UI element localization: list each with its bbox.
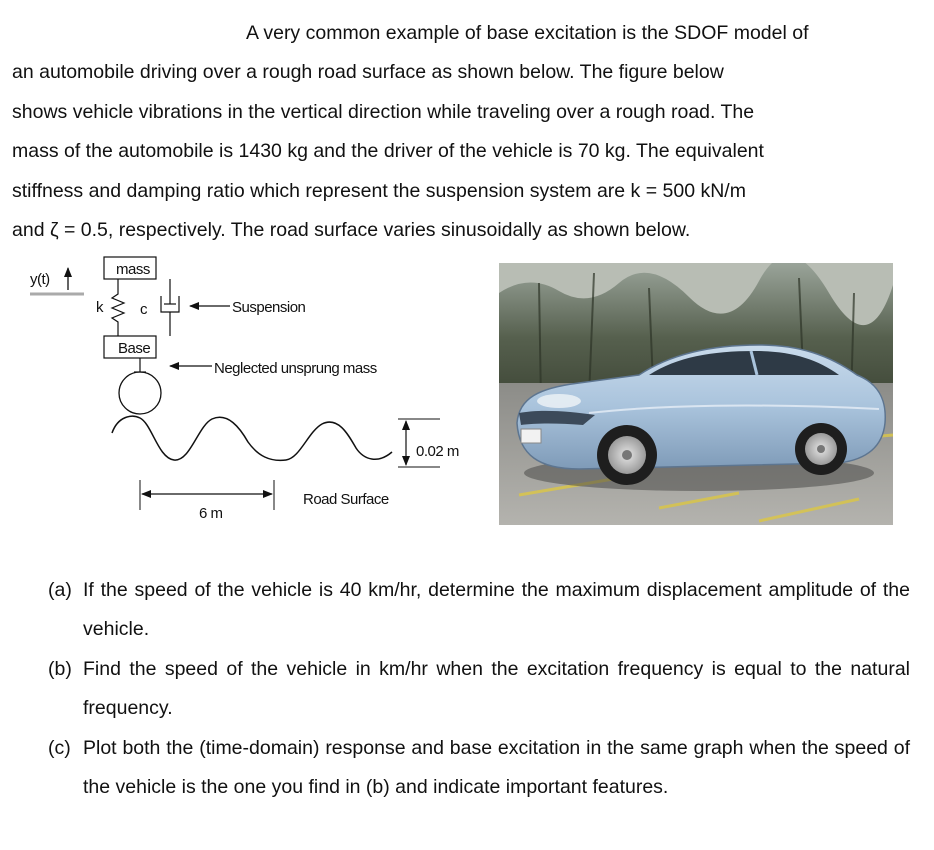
road-label: Road Surface: [303, 491, 389, 508]
intro-line: stiffness and damping ratio which represent the suspension system are k = 500 kN/m: [12, 179, 746, 202]
problem-statement: [12, 14, 910, 250]
wheel: [119, 372, 161, 414]
base-excitation-diagram: [0, 248, 490, 538]
intro-line: mass of the automobile is 1430 kg and the driver of the vehicle is 70 kg. The equivalent: [12, 140, 764, 163]
wavelength-label: 6 m: [199, 505, 223, 522]
suspension-label: Suspension: [232, 299, 306, 316]
intro-line: shows vehicle vibrations in the vertical direction while traveling over a rough road. The: [12, 100, 755, 123]
intro-line: an automobile driving over a rough road surface as shown below. The figure below: [12, 61, 724, 84]
question-label: (c): [48, 736, 71, 759]
question-text: Plot both the (time-domain) response and base excitation in the same graph when the speed of the vehicle is the one you find in (b) and indicate important features.: [83, 736, 910, 799]
car-photo: [499, 263, 893, 525]
question-label: (b): [48, 657, 72, 680]
question-b: [48, 650, 910, 729]
intro-line: and ζ = 0.5, respectively. The road surface varies sinusoidally as shown below.: [12, 218, 691, 241]
unsprung-label: Neglected unsprung mass: [214, 360, 377, 377]
question-text: Find the speed of the vehicle in km/hr when the excitation frequency is equal to the natural frequency.: [83, 657, 910, 720]
mass-label: mass: [116, 261, 150, 278]
k-label: k: [96, 299, 103, 316]
question-text: If the speed of the vehicle is 40 km/hr, determine the maximum displacement amplitude of the vehicle.: [83, 579, 910, 641]
intro-line: A very common example of base excitation is the SDOF model of: [246, 22, 809, 44]
question-label: (a): [48, 579, 72, 601]
question-a: [48, 571, 910, 650]
car-photo-illustration: [499, 263, 893, 525]
base-label: Base: [118, 340, 151, 357]
y-label: y(t): [30, 271, 50, 288]
question-c: [48, 729, 910, 808]
amplitude-label: 0.02 m: [416, 443, 459, 460]
spring: [112, 279, 124, 336]
c-label: c: [140, 301, 147, 318]
road-surface: [112, 416, 392, 460]
questions-list: [48, 571, 910, 807]
